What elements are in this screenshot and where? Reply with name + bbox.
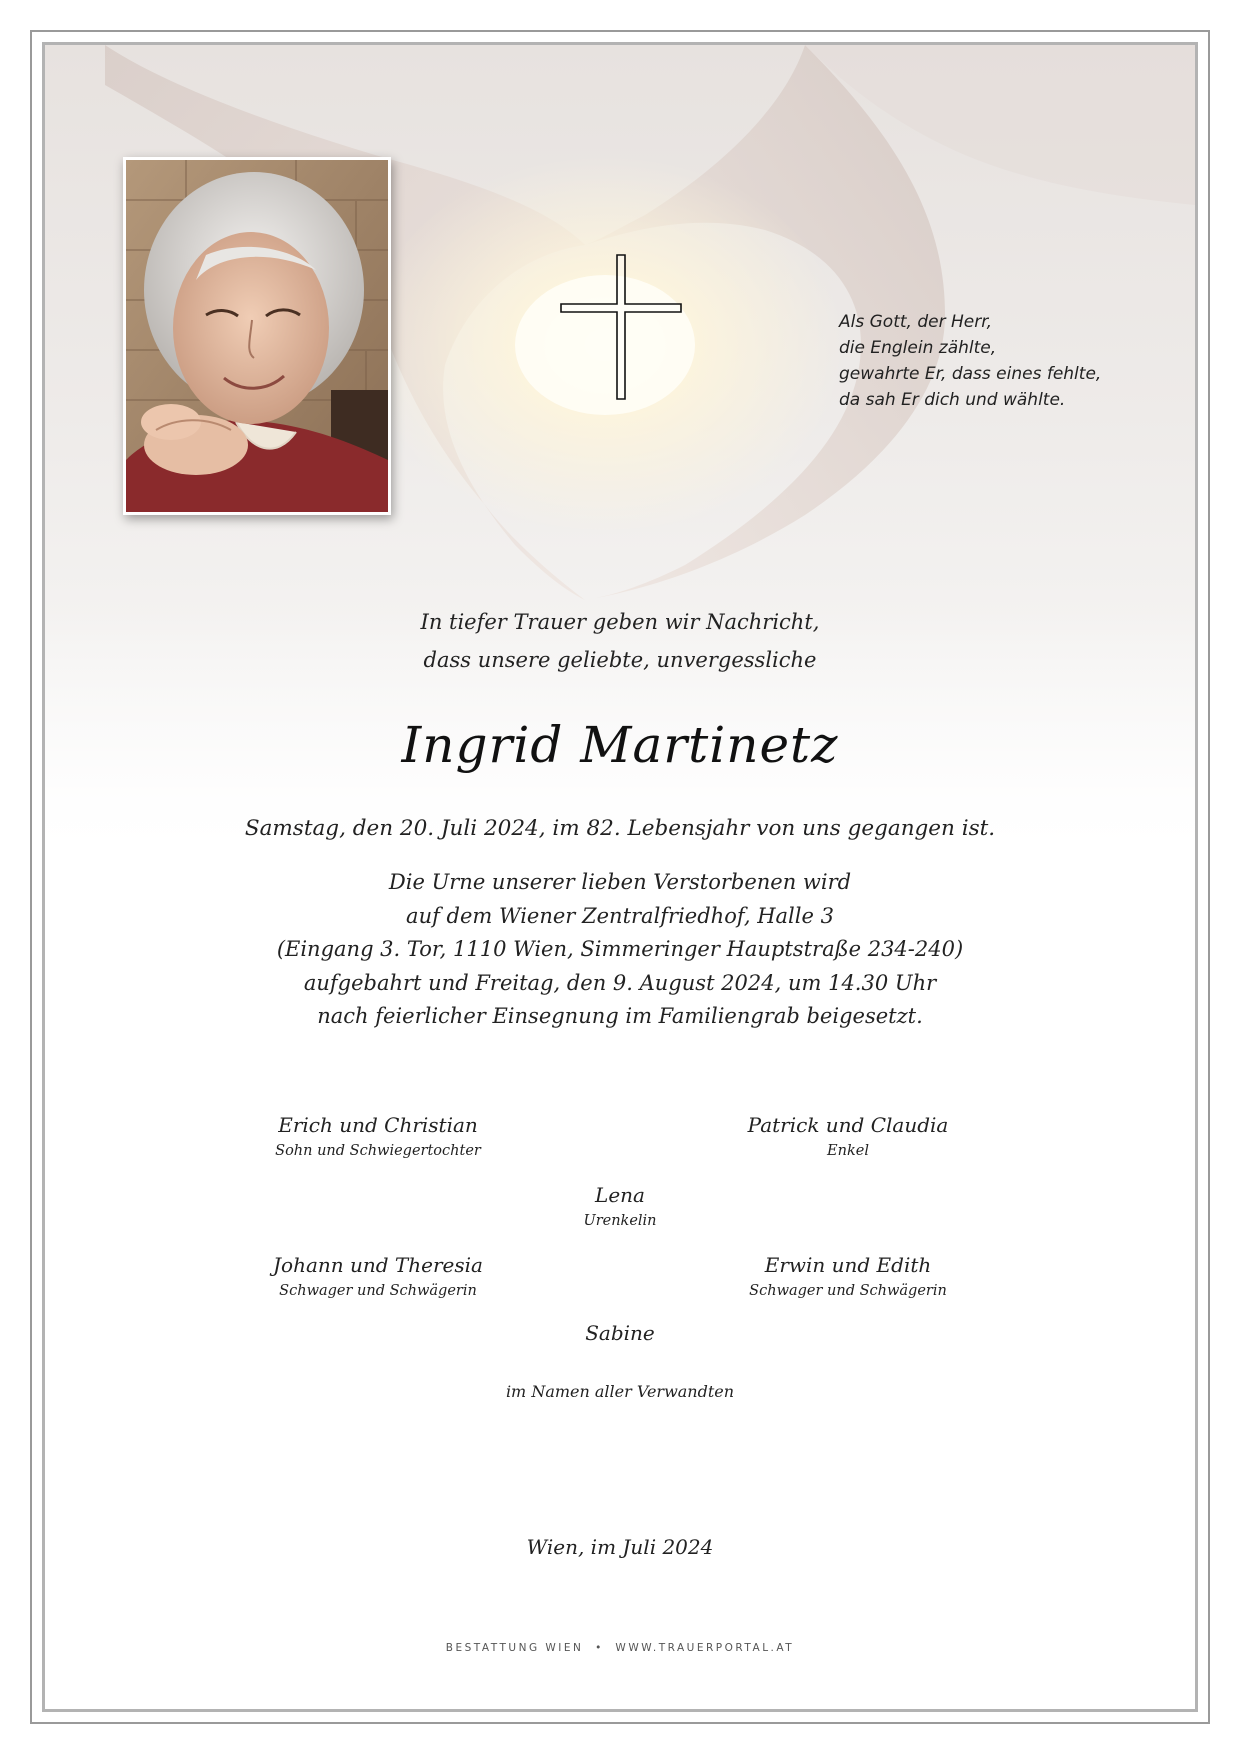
mourner-relation: Urenkelin bbox=[583, 1213, 657, 1229]
mourner-name: Erwin und Edith bbox=[764, 1253, 932, 1277]
cross-icon bbox=[559, 254, 683, 400]
mourner-relation: Schwager und Schwägerin bbox=[749, 1283, 947, 1299]
mourner-name: Patrick und Claudia bbox=[747, 1113, 949, 1137]
poem-line: Als Gott, der Herr, bbox=[839, 312, 993, 332]
mourner-name: Lena bbox=[595, 1183, 645, 1207]
funeral-line: auf dem Wiener Zentralfriedhof, Halle 3 bbox=[406, 903, 834, 928]
mourner-name: Johann und Theresia bbox=[273, 1253, 483, 1277]
deceased-name: Ingrid Martinetz bbox=[401, 716, 839, 774]
intro-text bbox=[0, 603, 1240, 679]
funeral-line: Die Urne unserer lieben Verstorbenen wird bbox=[388, 870, 852, 894]
mourner-entry bbox=[420, 1180, 820, 1232]
funeral-line: nach feierlicher Einsegnung im Familiengrab beigesetzt. bbox=[317, 1004, 923, 1028]
mourner-entry bbox=[178, 1250, 578, 1302]
poem bbox=[839, 309, 1169, 413]
mourner-relation: Sohn und Schwiegertochter bbox=[275, 1143, 481, 1159]
funeral-line: aufgebahrt und Freitag, den 9. August 2024, um 14.30 Uhr bbox=[303, 970, 937, 995]
mourner-entry bbox=[648, 1110, 1048, 1162]
mourner-relation: Schwager und Schwägerin bbox=[279, 1283, 477, 1299]
poem-line: gewahrte Er, dass eines fehlte, bbox=[839, 364, 1102, 384]
portrait-photo bbox=[123, 157, 391, 515]
poem-line: da sah Er dich und wählte. bbox=[839, 390, 1066, 410]
death-notice: Samstag, den 20. Juli 2024, im 82. Lebensjahr von uns gegangen ist. bbox=[244, 816, 996, 841]
poem-line: die Englein zählte, bbox=[839, 338, 997, 358]
mourner-name: Erich und Christian bbox=[278, 1113, 478, 1137]
footer-credit: BESTATTUNG WIEN • WWW.TRAUERPORTAL.AT bbox=[445, 1642, 795, 1654]
mourner-relation: Enkel bbox=[827, 1143, 869, 1159]
funeral-details bbox=[0, 866, 1240, 1034]
place-date: Wien, im Juli 2024 bbox=[526, 1535, 714, 1559]
mourner-name: Sabine bbox=[585, 1321, 655, 1345]
intro-line: dass unsere geliebte, unvergessliche bbox=[423, 648, 817, 672]
mourner-entry bbox=[420, 1318, 820, 1348]
intro-line: In tiefer Trauer geben wir Nachricht, bbox=[420, 610, 820, 634]
mourner-entry bbox=[648, 1250, 1048, 1302]
funeral-line: (Eingang 3. Tor, 1110 Wien, Simmeringer Hauptstraße 234-240) bbox=[276, 937, 964, 961]
mourner-entry bbox=[178, 1110, 578, 1162]
closing-line: im Namen aller Verwandten bbox=[505, 1382, 735, 1401]
